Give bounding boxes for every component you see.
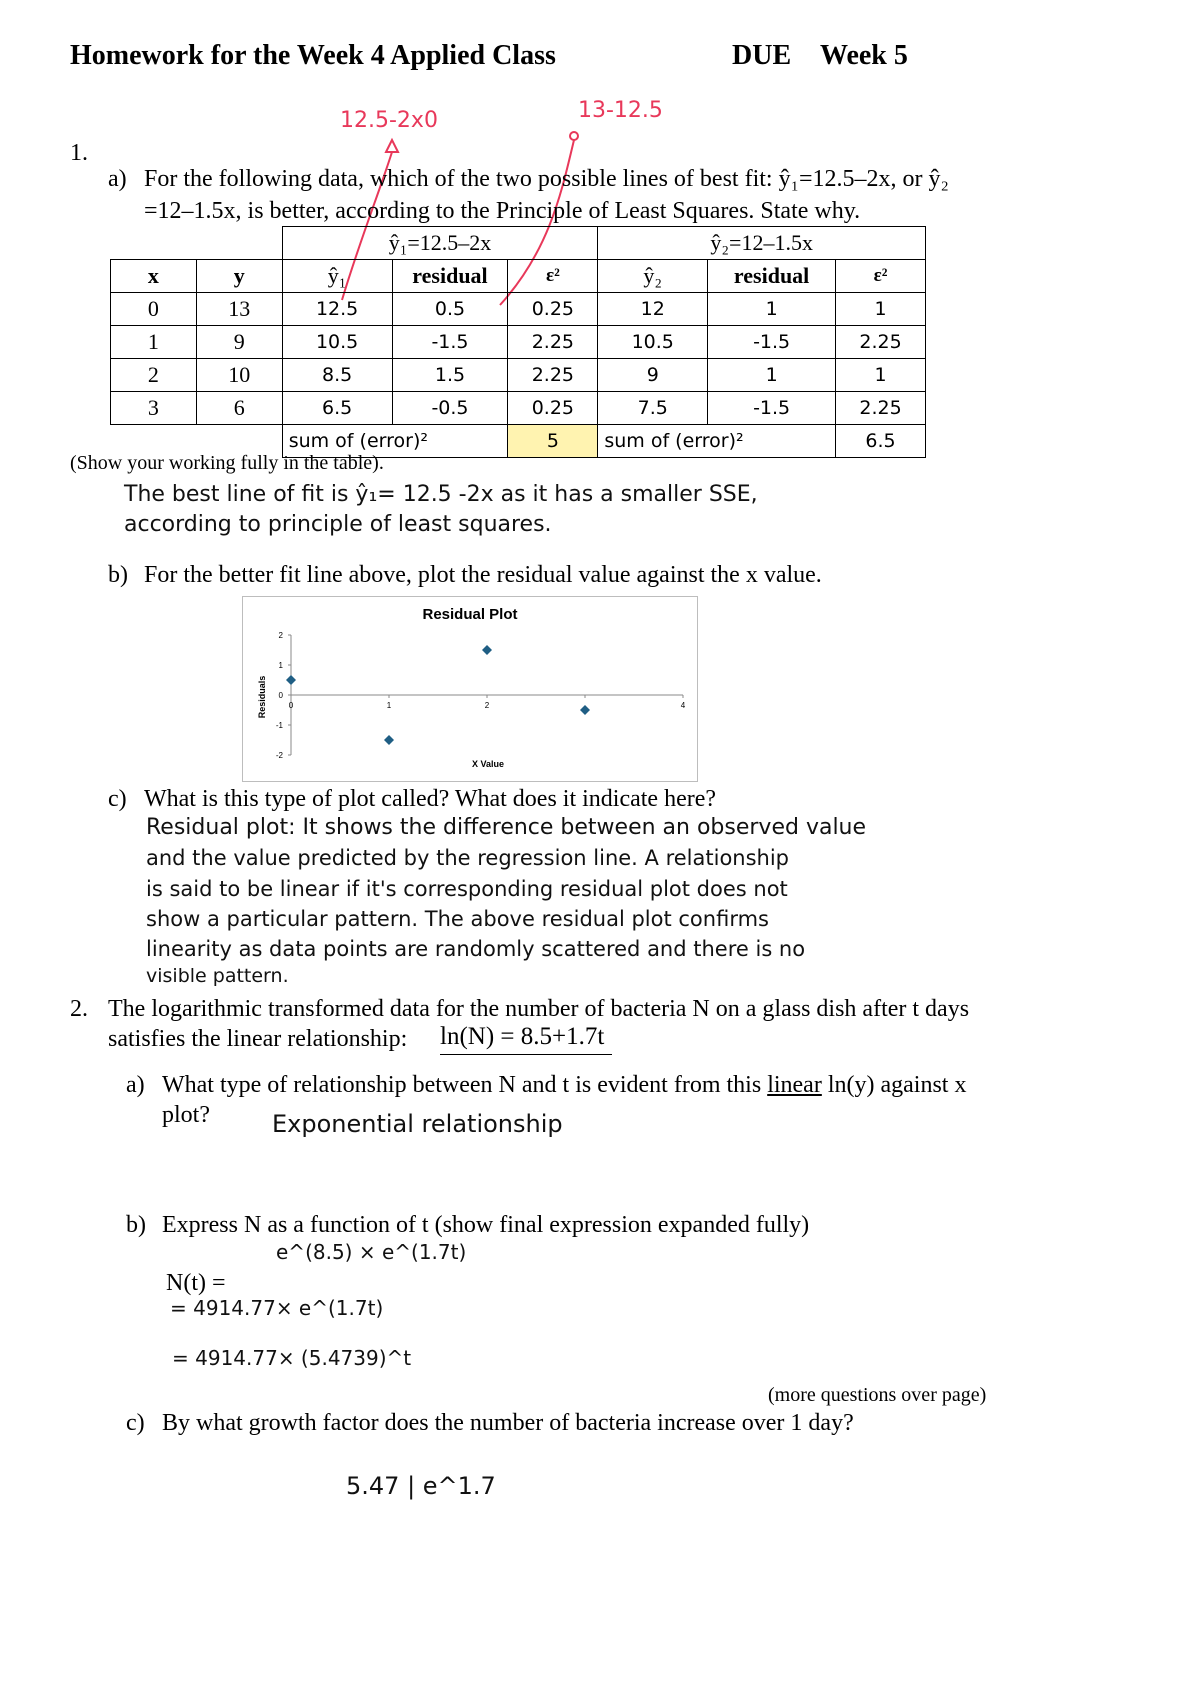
table-cell: 6 (196, 392, 282, 425)
table-header: ε² (508, 260, 598, 293)
table-cell: 8.5 (282, 359, 392, 392)
table-cell: 1.5 (392, 359, 508, 392)
table-cell: 2 (111, 359, 197, 392)
table-cell: 1 (708, 293, 836, 326)
due-label: DUE (732, 40, 792, 71)
table-cell: 7.5 (598, 392, 708, 425)
answer-2b-line2: = 4914.77× (5.4739)^t (172, 1346, 412, 1370)
chart-x-tick-label: 0 (288, 701, 294, 710)
chart-axes (276, 631, 686, 760)
q1a-label: a) (108, 166, 127, 192)
answer-1c-line: show a particular pattern. The above residual plot confirms (146, 907, 769, 931)
answer-2b-line0: e^(8.5) × e^(1.7t) (276, 1240, 467, 1264)
q2c-text: By what growth factor does the number of bacteria increase over 1 day? (162, 1410, 854, 1436)
table-header: x (111, 260, 197, 293)
chart-x-tick-label: 1 (386, 701, 392, 710)
table-header-row (111, 260, 926, 293)
q1a-text-line2: =12–1.5x, is better, according to the Principle of Least Squares. State why. (144, 198, 861, 224)
q2a-text-pre: What type of relationship between N and t is evident from this (162, 1072, 768, 1098)
table-cell: -1.5 (708, 392, 836, 425)
table-cell: 1 (708, 359, 836, 392)
answer-1c-line: visible pattern. (146, 965, 289, 987)
table-row (111, 293, 926, 326)
table-header: ŷ₂ (598, 260, 708, 293)
q1c-label: c) (108, 786, 127, 812)
q1b-text: For the better fit line above, plot the residual value against the x value. (144, 562, 822, 588)
q2a-text (162, 1068, 966, 1102)
n-function-label: N(t) = (166, 1270, 226, 1296)
q1-number: 1. (70, 140, 88, 166)
table-header: y (196, 260, 282, 293)
table-header: residual (708, 260, 836, 293)
chart-y-tick-label: -2 (275, 751, 283, 760)
table-row (111, 392, 926, 425)
table-row (111, 359, 926, 392)
chart-y-tick-label: -1 (275, 721, 283, 730)
table-cell: 0.25 (508, 293, 598, 326)
chart-point (286, 675, 296, 685)
answer-1a-line2: according to principle of least squares. (124, 512, 552, 537)
chart-x-tick-label: 2 (484, 701, 490, 710)
chart-y-axis-label: Residuals (257, 675, 267, 719)
sum-value-1: 5 (508, 425, 598, 458)
table-cell: 10.5 (282, 326, 392, 359)
table-cell: 1 (836, 293, 926, 326)
sum-label-1: sum of (error)² (282, 425, 508, 458)
q2b-text: Express N as a function of t (show final expression expanded fully) (162, 1212, 810, 1238)
table-cell: 0.25 (508, 392, 598, 425)
chart-y-tick-label: 1 (278, 661, 283, 670)
working-note: (Show your working fully in the table). (70, 452, 384, 474)
chart-point (384, 735, 394, 745)
chart-point (580, 705, 590, 715)
table-header: residual (392, 260, 508, 293)
chart-title: Residual Plot (422, 606, 518, 623)
table-cell: 2.25 (836, 392, 926, 425)
table-group-y2: ŷ₂=12–1.5x (598, 227, 926, 260)
answer-1c-line: is said to be linear if it's corresponding residual plot does not (146, 877, 788, 901)
table-cell: -0.5 (392, 392, 508, 425)
table-cell: 12.5 (282, 293, 392, 326)
residual-plot-chart (242, 596, 698, 782)
table-cell: 10 (196, 359, 282, 392)
table-cell: 1 (111, 326, 197, 359)
table-cell: 12 (598, 293, 708, 326)
table-cell: -1.5 (708, 326, 836, 359)
q2-intro-line1: The logarithmic transformed data for the number of bacteria N on a glass dish after t days (108, 996, 970, 1022)
table-cell: 0.5 (392, 293, 508, 326)
table-header: ŷ₁ (282, 260, 392, 293)
answer-1c-line: and the value predicted by the regression line. A relationship (146, 846, 790, 870)
table-cell: 9 (196, 326, 282, 359)
table-cell: 9 (598, 359, 708, 392)
table-cell: 6.5 (282, 392, 392, 425)
page-title: Homework for the Week 4 Applied Class (70, 40, 556, 71)
table-cell: 2.25 (836, 326, 926, 359)
red-annotation-1: 12.5-2x0 (340, 108, 438, 133)
answer-1a-line1: The best line of fit is ŷ₁= 12.5 -2x as it has a smaller SSE, (124, 482, 758, 507)
table-cell: 3 (111, 392, 197, 425)
q2-number: 2. (70, 996, 88, 1022)
q2-equation: ln(N) = 8.5+1.7t (440, 1020, 612, 1055)
table-group-y1: ŷ₁=12.5–2x (282, 227, 598, 260)
table-row (111, 326, 926, 359)
answer-2c: 5.47 | e^1.7 (346, 1472, 496, 1500)
q2a-text-post: ln(y) against x (821, 1072, 967, 1098)
q1c-text: What is this type of plot called? What does it indicate here? (144, 786, 717, 812)
due-week: Week 5 (820, 40, 908, 71)
chart-y-tick-label: 0 (278, 691, 283, 700)
chart-x-axis-label: X Value (471, 759, 505, 769)
table-cell: 0 (111, 293, 197, 326)
chart-point (482, 645, 492, 655)
chart-x-tick-label: 4 (680, 701, 686, 710)
q2-intro-line2: satisfies the linear relationship: (108, 1026, 408, 1052)
table-cell: 13 (196, 293, 282, 326)
table-cell: 2.25 (508, 326, 598, 359)
q2a-text-underlined: linear (767, 1072, 822, 1098)
table-cell: 1 (836, 359, 926, 392)
table-cell: -1.5 (392, 326, 508, 359)
q2a-text-line2: plot? (162, 1102, 210, 1128)
red-annotation-2: 13-12.5 (578, 98, 663, 123)
table-cell: 2.25 (508, 359, 598, 392)
q2a-label: a) (126, 1072, 145, 1098)
answer-2b-line1: = 4914.77× e^(1.7t) (170, 1296, 384, 1320)
least-squares-table (110, 226, 926, 458)
more-questions-note: (more questions over page) (768, 1384, 987, 1406)
answer-2a: Exponential relationship (272, 1110, 563, 1138)
answer-1c-line: linearity as data points are randomly scattered and there is no (146, 937, 806, 961)
table-cell: 10.5 (598, 326, 708, 359)
q1a-text-line1: For the following data, which of the two possible lines of best fit: ŷ₁=12.5–2x, or ŷ₂ (144, 166, 949, 192)
sum-label-2: sum of (error)² (598, 425, 836, 458)
sum-value-2: 6.5 (836, 425, 926, 458)
q2c-label: c) (126, 1410, 145, 1436)
chart-y-tick-label: 2 (278, 631, 283, 640)
table-header: ε² (836, 260, 926, 293)
residual-plot-svg (243, 597, 697, 781)
q2b-label: b) (126, 1212, 146, 1238)
answer-1c-line: Residual plot: It shows the difference between an observed value (146, 815, 867, 840)
q1b-label: b) (108, 562, 128, 588)
